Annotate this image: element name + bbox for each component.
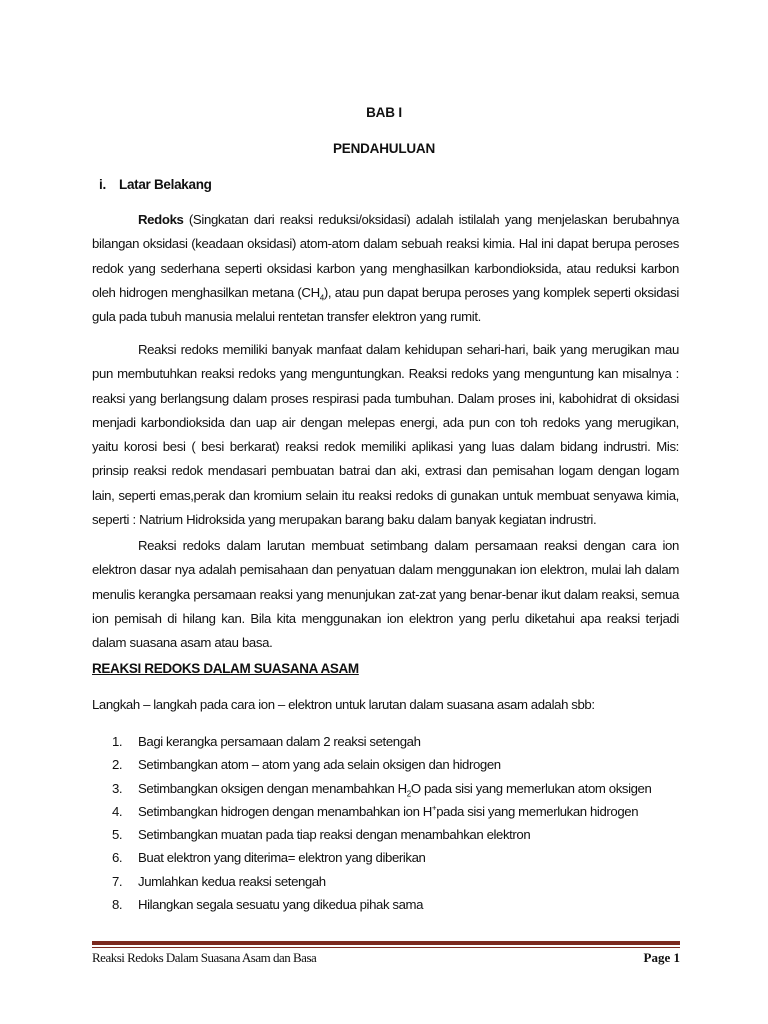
paragraph-redoks-solution: Reaksi redoks dalam larutan membuat setimbang dalam persamaan reaksi dengan cara ion elektron dasar nya adalah pemisahaan dan penyatuan dalam menggunakan ion elektron, mulai lah dalam menulis kerangka persamaan reaksi yang menunjukan zat-zat yang benar-benar ikut dalam reaksi, semua ion pemisah di hilang kan. Bila kita menggunakan ion elektron yang perlu diketahui apa reaksi terjadi dalam suasana asam atau basa. [92, 538, 679, 651]
chapter-heading: BAB I [366, 105, 402, 120]
footer-document-title: Reaksi Redoks Dalam Suasana Asam dan Basa [92, 950, 317, 965]
steps-list [112, 730, 651, 916]
step-item [112, 777, 651, 800]
paragraph1-text-b: ), atau pun dapat berupa peroses yang komplek seperti oksidasi gula pada tubuh manusia melalui rentetan transfer elektron yang rumit. [92, 284, 679, 325]
step-number: 8. [112, 897, 123, 913]
step-item [112, 846, 651, 869]
step-number: 5. [112, 827, 123, 843]
paragraph1-text-a: (Singkatan dari reaksi reduksi/oksidasi) adalah istilalah yang menjelaskan berubahnya bilangan oksidasi (keadaan oksidasi) atom-atom dalam sebuah reaksi kimia. Hal ini dapat berupa peroses redok yang sederhana seperti oksidasi karbon yang menghasilkan karbondioksida, atau reduksi karbon oleh hidrogen menghasilkan metana (CH [92, 212, 679, 300]
footer-rule-thick [92, 941, 680, 945]
subsection-heading [99, 177, 212, 192]
term-redoks: Redoks [138, 212, 184, 227]
step-number: 7. [112, 873, 123, 889]
step-item [112, 753, 651, 776]
water-subscript: 2 [406, 789, 411, 799]
hydrogen-ion-superscript: + [431, 803, 437, 813]
footer-rule-thin [92, 947, 680, 948]
step-text-pre: Setimbangkan oksigen dengan menambahkan H [138, 780, 407, 796]
subsection-number: i. [99, 177, 106, 192]
step-item [112, 893, 651, 916]
paragraph-redoks-benefits: Reaksi redoks memiliki banyak manfaat dalam kehidupan sehari-hari, baik yang merugikan mau pun membutuhkan reaksi redoks yang menguntungkan. Reaksi redoks yang menguntung kan misalnya : reaksi yang berlangsung dalam proses respirasi pada tumbuhan. Dalam proses ini, kabohidrat di oksidasi menjadi karbondioksida dan uap air dengan melepas energi, ada pun con toh redoks yang merugikan, yaitu korosi besi ( besi berkarat) reaksi redok memiliki aplikasi yang luas dalam bidang indrustri. Mis: prinsip reaksi redok mendasari pembuatan batrai dan aki, extrasi dan pemisahan logam dengan logam lain, seperti emas,perak dan kromium selain itu reaksi redoks di gunakan untuk membuat senyawa kimia, seperti : Natrium Hidroksida yang merupakan barang baku dalam banyak kegiatan indrustri. [92, 342, 679, 528]
paragraph-redoks-definition [92, 208, 679, 329]
methane-subscript: 4 [319, 293, 324, 303]
section-title: REAKSI REDOKS DALAM SUASANA ASAM [92, 661, 359, 676]
step-item [112, 823, 651, 846]
step-text: Jumlahkan kedua reaksi setengah [138, 873, 326, 889]
footer-page-number: Page 1 [643, 950, 680, 965]
step-text: Bagi kerangka persamaan dalam 2 reaksi setengah [138, 734, 421, 749]
step-item [112, 800, 651, 823]
step-text: Buat elektron yang diterima= elektron yang diberikan [138, 850, 426, 866]
chapter-title: PENDAHULUAN [332, 141, 436, 156]
step-item [112, 730, 651, 753]
step-text-pre: Setimbangkan hidrogen dengan menambahkan ion H [138, 803, 432, 819]
step-text-post: pada sisi yang memerlukan hidrogen [436, 803, 639, 819]
step-number: 2. [112, 757, 123, 773]
subsection-label: Latar Belakang [119, 177, 212, 192]
step-text: Setimbangkan atom – atom yang ada selain oksigen dan hidrogen [138, 757, 501, 773]
step-number: 3. [112, 780, 123, 796]
step-text-post: O pada sisi yang memerlukan atom oksigen [410, 780, 652, 796]
steps-intro: Langkah – langkah pada cara ion – elektron untuk larutan dalam suasana asam adalah sbb: [92, 697, 595, 712]
step-number: 4. [112, 803, 123, 819]
step-number: 6. [112, 850, 123, 866]
step-number: 1. [112, 734, 123, 749]
step-item [112, 870, 651, 893]
step-text: Hilangkan segala sesuatu yang dikedua pihak sama [138, 897, 424, 913]
step-text: Setimbangkan muatan pada tiap reaksi dengan menambahkan elektron [138, 827, 531, 843]
